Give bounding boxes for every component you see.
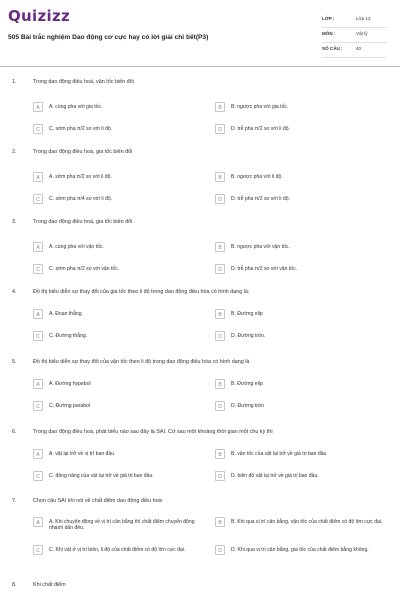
option-text: A. vật lại trở về vị trí ban đầu (49, 451, 115, 457)
meta-subject-value: Vật lý (356, 31, 368, 36)
question-number: 8. (12, 582, 17, 588)
option-text: D. biên độ vật lại trở về giá trị ban đầu. (231, 473, 319, 479)
question-text: Chọn câu SAI khi nói về chất điểm dao động điều hoà: (33, 498, 164, 504)
option-letter: B (215, 102, 225, 112)
option-text: B. ngược pha với li độ. (231, 174, 283, 180)
question-text: Khi chất điểm (33, 582, 66, 588)
option-text: C. động năng của vật lại trở về giá trị ban đầu. (49, 473, 154, 479)
option-letter: A (33, 449, 43, 459)
option-letter: C (33, 194, 43, 204)
option-text: A. Đoạn thẳng. (49, 311, 83, 317)
option-letter: A (33, 517, 43, 527)
option-text: D. trễ pha π/2 so với li độ. (231, 126, 290, 132)
meta-class-label: LỚP : (322, 16, 335, 21)
question-number: 7. (12, 498, 17, 504)
option-text: C. Đường parabol (49, 403, 91, 409)
option-letter: A (33, 309, 43, 319)
option-text: B. ngược pha với gia tốc. (231, 104, 289, 110)
option-text: C. Khi vật ở vị trí biên, li độ của chất điểm có độ lớn cực đại. (49, 547, 186, 553)
question-text: Đồ thị biểu diễn sự thay đổi của gia tốc theo li độ trong dao động điều hòa có hình dạng là: (33, 289, 250, 295)
option-text: D. Đường tròn. (231, 333, 266, 339)
option-letter: B (215, 379, 225, 389)
question-number: 3. (12, 219, 17, 225)
option-letter: D (215, 264, 225, 274)
option-text: D. trễ pha π/2 so với vận tốc. (231, 266, 298, 272)
option-letter: C (33, 545, 43, 555)
option-letter: B (215, 172, 225, 182)
option-text: B. vận tốc của vật lại trở về giá trị ban đầu (231, 451, 327, 457)
meta-info (322, 14, 387, 59)
question-number: 2. (12, 149, 17, 155)
option-text: A. Đường hypebol (49, 381, 91, 387)
quizizz-logo: Quizizz (8, 7, 71, 25)
option-letter: D (215, 401, 225, 411)
option-letter: B (215, 309, 225, 319)
meta-class-row (322, 14, 387, 28)
question-text: Trong dao động điều hoà, gia tốc biến đổi (33, 149, 133, 155)
option-text: D. Khi qua vị trí cân bằng, gia tốc của chất điểm bằng không. (231, 547, 369, 553)
option-letter: B (215, 242, 225, 252)
meta-count-label: SỐ CÂU : (322, 46, 343, 51)
option-letter: C (33, 264, 43, 274)
option-letter: C (33, 124, 43, 134)
meta-count-value: 40 (356, 46, 362, 51)
option-letter: A (33, 242, 43, 252)
option-letter: A (33, 379, 43, 389)
option-text: C. sớm pha π/4 so với li độ. (49, 196, 113, 202)
option-text: C. sớm pha π/2 so với vận tốc. (49, 266, 120, 272)
option-letter: C (33, 401, 43, 411)
option-text: D. Đường tròn (231, 403, 264, 409)
question-number: 6. (12, 429, 17, 435)
option-letter: A (33, 172, 43, 182)
meta-subject-row (322, 29, 387, 43)
option-text: B. Đường elip (231, 381, 263, 387)
option-text: A. cùng pha với vận tốc. (49, 244, 104, 250)
option-letter: D (215, 545, 225, 555)
option-letter: B (215, 449, 225, 459)
page-header (0, 0, 400, 66)
option-text: B. ngược pha với vận tốc. (231, 244, 290, 250)
option-letter: A (33, 102, 43, 112)
header-divider (0, 66, 400, 67)
option-letter: C (33, 471, 43, 481)
meta-class-value: Lớp 12 (356, 16, 371, 21)
option-text: A. sớm pha π/2 so với li độ. (49, 174, 112, 180)
option-letter: D (215, 331, 225, 341)
question-text: Đồ thị biểu diễn sự thay đổi của vận tốc theo li độ trong dao động điều hòa có hình dạng là (33, 359, 250, 365)
option-text: A. cùng pha với gia tốc. (49, 104, 103, 110)
option-letter: D (215, 194, 225, 204)
option-text: B. Khi qua vị trí cân bằng, vận tốc của chất điểm có độ lớn cực đại. (231, 519, 383, 525)
option-letter: C (33, 331, 43, 341)
question-number: 1. (12, 79, 17, 85)
question-text: Trong dao động điều hoà, phát biểu nào sau đây là SAI. Cứ sau một khoảng thời gian một chu kỳ thì (33, 429, 273, 435)
option-text: B. Đường elip (231, 311, 263, 317)
meta-subject-label: MÔN : (322, 31, 336, 36)
option-letter: B (215, 517, 225, 527)
question-text: Trong dao động điều hoà, vận tốc biến đổi (33, 79, 134, 85)
question-number: 5. (12, 359, 17, 365)
option-letter: D (215, 124, 225, 134)
option-letter: D (215, 471, 225, 481)
question-text: Trong dao động điều hoà, gia tốc biến đổi (33, 219, 133, 225)
option-text: C. Đường thẳng. (49, 333, 88, 339)
option-text: D. trễ pha π/2 so với li độ. (231, 196, 290, 202)
option-text: A. Khi chuyển động về vị trí cân bằng thì chất điểm chuyển động nhanh dần đều. (49, 519, 195, 532)
option-text: C. sớm pha π/2 so với li độ. (49, 126, 113, 132)
document-title: 505 Bài trắc nghiệm Dao động cơ cực hay có lời giải chi tiết(P3) (8, 34, 209, 41)
meta-count-row (322, 44, 387, 58)
question-number: 4. (12, 289, 17, 295)
